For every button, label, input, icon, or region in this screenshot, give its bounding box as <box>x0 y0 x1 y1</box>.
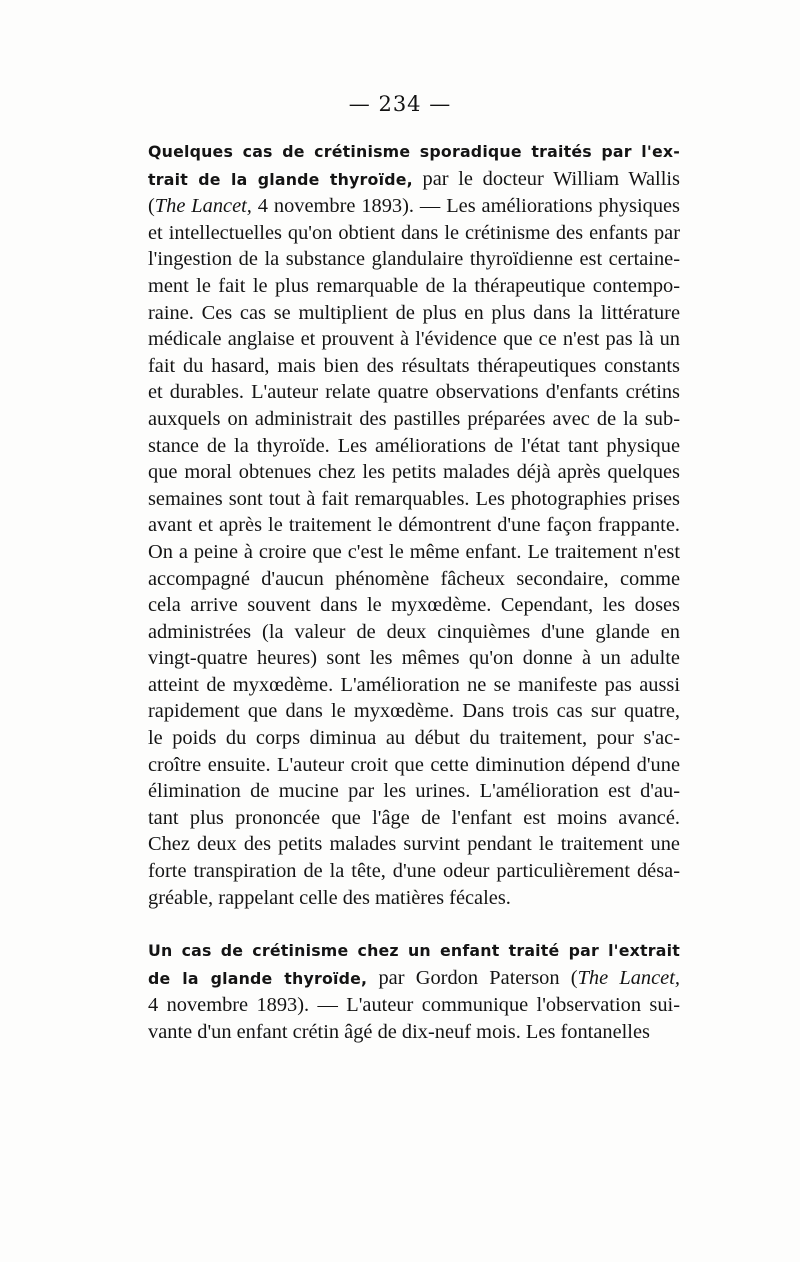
text-line <box>148 220 680 247</box>
text-run: accompagné d'aucun phénomène fâcheux secondaire, comme <box>148 567 680 590</box>
text-run: par Gordon Paterson ( <box>367 966 578 989</box>
article-paragraph <box>148 138 680 911</box>
text-line <box>148 937 680 965</box>
article-heading: Un cas de crétinisme chez un enfant traité par l'extrait <box>148 941 680 961</box>
text-line <box>148 592 680 619</box>
text-line <box>148 433 680 460</box>
text-line <box>148 300 680 327</box>
text-line <box>148 273 680 300</box>
text-run: tant plus prononcée que l'âge de l'enfant est moins avancé. <box>148 806 680 829</box>
text-line <box>148 459 680 486</box>
text-run: élimination de mucine par les urines. L'amélioration est d'au- <box>148 780 680 803</box>
text-line <box>148 805 680 832</box>
journal-title: The Lancet, <box>154 195 252 218</box>
page-number: — 234 — <box>348 92 452 116</box>
text-line <box>148 406 680 433</box>
article-paragraph <box>148 937 680 1045</box>
text-run: et intellectuelles qu'on obtient dans le crétinisme des enfants par <box>148 221 680 244</box>
text-line <box>148 725 680 752</box>
text-run: auxquels on administrait des pastilles préparées avec de la sub- <box>148 407 680 430</box>
text-line <box>148 566 680 593</box>
text-run: ment le fait le plus remarquable de la thérapeutique contempo- <box>148 274 680 297</box>
text-run: gréable, rappelant celle des matières fécales. <box>148 886 511 909</box>
text-run: atteint de myxœdème. L'amélioration ne se manifeste pas aussi <box>148 673 680 696</box>
journal-title: The Lancet, <box>577 966 680 989</box>
text-line <box>148 512 680 539</box>
text-line <box>148 353 680 380</box>
text-run: rapidement que dans le myxœdème. Dans trois cas sur quatre, <box>148 700 680 723</box>
text-line <box>148 992 680 1019</box>
text-line <box>148 166 680 194</box>
text-line <box>148 885 680 912</box>
text-run: Chez deux des petits malades survint pendant le traitement une <box>148 833 680 856</box>
text-run: vante d'un enfant crétin âgé de dix-neuf mois. Les fontanelles <box>148 1021 650 1043</box>
text-run: que moral obtenues chez les petits malades déjà après quelques <box>148 461 680 484</box>
text-run: raine. Ces cas se multiplient de plus en plus dans la littérature <box>148 301 680 324</box>
text-run: croître ensuite. L'auteur croit que cette diminution dépend d'une <box>148 753 680 776</box>
text-line <box>148 752 680 779</box>
text-run: le poids du corps diminua au début du traitement, pour s'ac- <box>148 727 680 750</box>
article-heading: trait de la glande thyroïde, <box>148 169 413 189</box>
text-run: stance de la thyroïde. Les améliorations de l'état tant physique <box>148 434 680 457</box>
text-run: ( <box>148 195 155 218</box>
article-heading: Quelques cas de crétinisme sporadique traités par l'ex- <box>148 142 680 161</box>
text-run: fait du hasard, mais bien des résultats thérapeutiques constants <box>148 354 680 377</box>
text-line <box>148 1019 680 1046</box>
text-run: On a peine à croire que c'est le même enfant. Le traitement n'est <box>148 540 680 563</box>
article-heading: de la glande thyroïde, <box>148 968 368 988</box>
text-line <box>148 698 680 725</box>
text-line <box>148 486 680 513</box>
text-run: l'ingestion de la substance glandulaire thyroïdienne est certaine- <box>148 248 680 271</box>
text-line <box>148 379 680 406</box>
text-line <box>148 138 680 166</box>
text-run: médicale anglaise et prouvent à l'évidence que ce n'est pas là un <box>148 328 680 351</box>
text-line <box>148 539 680 566</box>
text-line <box>148 672 680 699</box>
text-run: par le docteur William Wallis <box>412 167 680 190</box>
text-run: vingt-quatre heures) sont les mêmes qu'on donne à un adulte <box>148 647 680 670</box>
text-line <box>148 645 680 672</box>
text-line <box>148 619 680 646</box>
text-line <box>148 965 680 993</box>
text-line <box>148 831 680 858</box>
body-text <box>148 138 680 1046</box>
text-run: administrées (la valeur de deux cinquièmes d'une glande en <box>148 620 680 643</box>
text-line <box>148 326 680 353</box>
text-run: 4 novembre 1893). — L'auteur communique l'observation sui- <box>148 994 680 1017</box>
text-line <box>148 858 680 885</box>
text-line <box>148 246 680 273</box>
text-run: cela arrive souvent dans le myxœdème. Cependant, les doses <box>148 594 680 617</box>
text-run: forte transpiration de la tête, d'une odeur particulièrement désa- <box>148 860 680 883</box>
text-line <box>148 193 680 220</box>
text-run: et durables. L'auteur relate quatre observations d'enfants crétins <box>148 381 680 404</box>
text-line <box>148 778 680 805</box>
text-run: semaines sont tout à fait remarquables. Les photographies prises <box>148 487 680 510</box>
text-run: avant et après le traitement le démontrent d'une façon frappante. <box>148 514 680 537</box>
text-run: 4 novembre 1893). — Les améliorations physiques <box>251 195 680 218</box>
